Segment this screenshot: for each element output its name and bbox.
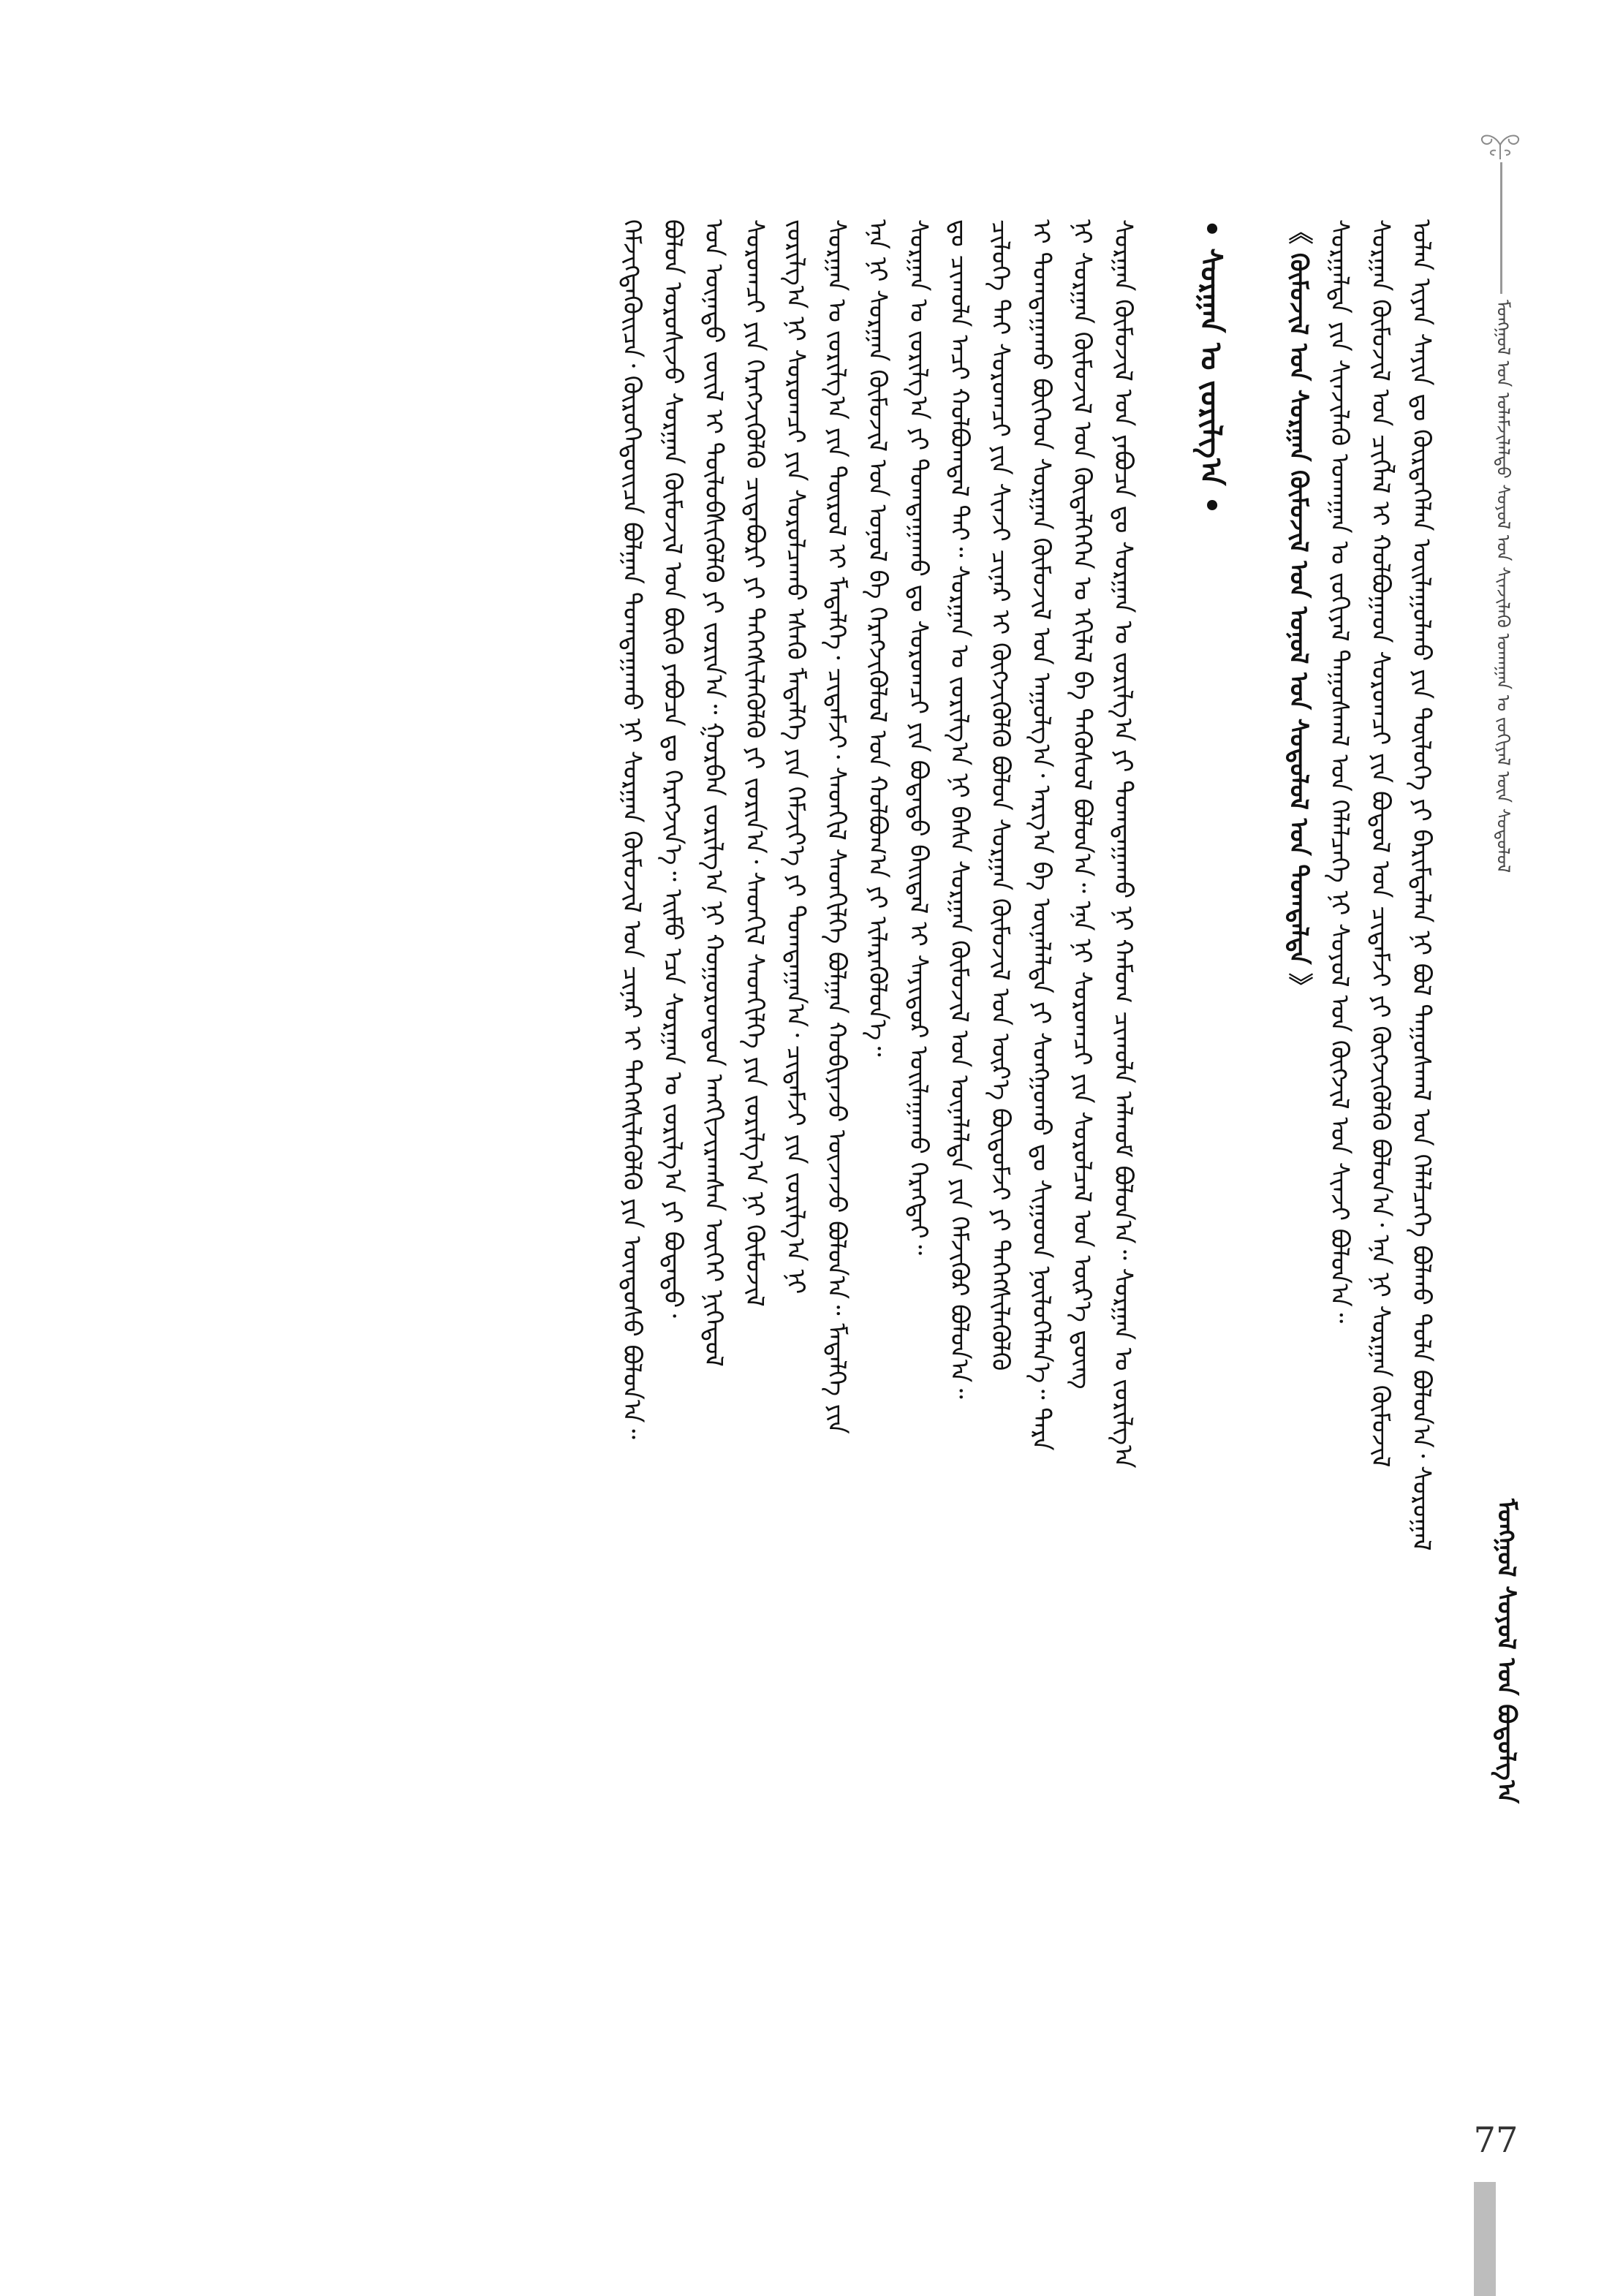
citation-line: 《 ᠬᠦᠮᠦᠵᠢᠯ ᠤᠨ ᠰᠤᠷᠭᠠᠨ ᠬᠦᠮᠦᠵᠢᠯ ᠤᠨ ᠣᠨᠣᠯ ᠤᠨ ᠰᠤᠳᠤᠯᠤᠯ ᠤᠨ ᠲᠣᠭᠲᠠᠯᠲᠠ 》 — [1284, 219, 1313, 999]
text-line: ᠣᠯᠠᠨ ᠢᠶᠡᠨ ᠰᠠᠶᠢᠨ ᠳᠤ ᠬᠦᠷᠲᠡᠭᠡᠯᠡᠨ ᠣᠢᠯᠠᠭᠤᠯᠬᠤ ᠶᠢᠨ ᠲᠥᠯᠥᠭᠡ ᠶᠢ ᠪᠠᠷᠢᠮᠲᠠᠯᠠᠨ ᠨᠢ ᠪᠣᠯ ᠳᠠᠭᠤᠰᠬᠠᠯ ᠤᠨ ᠬᠡᠯᠡᠯᠴᠡᠭᠡ ᠪᠣᠯᠬᠤ ᠲᠤᠯᠠ ᠪᠣᠯᠣᠨ᠎ᠠ᠂ ᠰᠤᠷᠤᠭᠠᠯ — [1407, 219, 1436, 1551]
text-line: ᠬᠡᠮᠵᠢᠭᠳᠡᠬᠦᠢᠴᠡ᠂ ᠬᠦᠷᠦᠭᠡᠳᠦᠢᠴᠡ ᠪᠣᠯᠭᠠᠨ ᠲᠣᠭᠲᠠᠭᠠᠬᠤ ᠨᠢ ᠰᠤᠷᠭᠠᠨ ᠬᠦᠮᠦᠵᠢᠯ ᠤᠨ ᠴᠢᠨᠠᠷ ᠢ ᠳᠡᠭᠡᠭᠰᠢᠯᠡᠭᠦᠯᠬᠦ ᠶᠢᠨ ᠦᠨᠳᠦᠰᠦ ᠪᠣᠯᠣᠨ᠎ᠠ᠃ — [617, 219, 646, 1439]
text-line: ᠰᠤᠷᠭᠠᠨ ᠬᠦᠮᠦᠵᠢᠯ ᠤᠨ ᠴᠢᠭᠯᠡᠯ ᠢ ᠬᠣᠯᠪᠣᠭᠠᠳ ᠰᠤᠷᠤᠭᠴᠢ ᠶᠢᠨ ᠪᠣᠳᠣᠯ ᠤᠨ ᠴᠢᠳᠠᠮᠵᠢ ᠶᠢ ᠬᠥᠭᠵᠢᠭᠦᠯᠬᠦ ᠪᠣᠯᠣᠨ᠎ᠠ᠂ ᠡᠨᠡ ᠨᠢ ᠰᠤᠷᠭᠠᠨ ᠬᠦᠮᠦᠵᠢᠯ — [1366, 219, 1395, 1468]
running-header: ᠮᠣᠩᠭᠣᠯ ᠤᠨ ᠤᠯᠠᠮᠵᠢᠯᠠᠯᠲᠤ ᠰᠣᠶᠤᠯ ᠤᠨ ᠰᠢᠨᠵᠢᠯᠡᠬᠦ ᠤᠬᠠᠭᠠᠨ ᠤ ᠵᠣᠬᠢᠶᠠᠯ ᠦᠨ ᠰᠤᠳᠤᠯᠤᠯ — [1493, 300, 1513, 874]
text-line: ᠨᠢ ᠰᠤᠷᠭᠠᠨ ᠬᠦᠮᠦᠵᠢᠯ ᠤᠨ ᠬᠥᠳᠡᠯᠭᠡᠭᠡᠨ ᠤ ᠡᠬᠢᠯᠡᠯ ᠪᠠ ᠲᠡᠭᠦᠰᠦᠯ ᠪᠣᠯᠣᠨ᠎ᠠ᠃ ᠡᠨᠡ ᠨᠢ ᠰᠤᠷᠤᠭᠴᠢ ᠶᠢᠨ ᠰᠤᠷᠤᠯᠴᠠᠯ ᠤᠨ ᠦᠷ᠎ᠡ ᠳ᠋ᠦᠩ — [1067, 219, 1097, 1390]
text-line: ᠰᠤᠷᠭᠠᠨ ᠤ ᠵᠣᠷᠢᠯᠭ᠎ᠠ ᠶᠢ ᠲᠣᠭᠲᠠᠭᠠᠬᠤ ᠳᠤ ᠰᠤᠷᠤᠭᠴᠢ ᠶᠢᠨ ᠪᠣᠳᠠᠲᠤ ᠪᠠᠢᠳᠠᠯ ᠢ ᠰᠠᠶᠢᠲᠤᠷ ᠣᠢᠯᠠᠭᠠᠬᠤ ᠬᠡᠷᠡᠭᠲᠡᠢ᠃ — [904, 219, 933, 1255]
page-number: 77 — [1473, 2120, 1518, 2161]
text-line: ᠢ ᠲᠣᠭᠲᠠᠭᠠᠬᠤ ᠪᠥᠭᠡᠳ ᠰᠤᠷᠭᠠᠨ ᠬᠦᠮᠦᠵᠢᠯ ᠤᠨ ᠠᠭᠤᠯᠭ᠎ᠠ᠂ ᠠᠷᠭ᠎ᠠ ᠪᠠ ᠦᠨᠡᠯᠡᠯᠲᠡ ᠶᠢ ᠰᠣᠩᠭᠣᠬᠤ ᠳᠤ ᠰᠢᠭᠤᠳ ᠨᠥᠯᠦᠭᠡᠯᠡᠨ᠎ᠡ᠃ ᠲᠡᠷᠡ — [1026, 219, 1056, 1451]
flourish-ornament-icon — [1471, 124, 1529, 161]
text-line: ᠰᠤᠷᠭᠠᠨ ᠬᠦᠮᠦᠵᠢᠯ ᠤᠨ ᠶᠠᠪᠤᠴᠠ ᠳᠤ ᠰᠤᠷᠭᠠᠨ ᠤ ᠵᠣᠷᠢᠯᠭ᠎ᠠ ᠶᠢ ᠲᠣᠭᠲᠠᠭᠠᠬᠤ ᠨᠢ ᠬᠠᠮᠤᠭ ᠴᠢᠬᠤᠯᠠ ᠠᠯᠬᠤᠮ ᠪᠣᠯᠣᠨ᠎ᠠ᠃ ᠰᠤᠷᠭᠠᠨ ᠤ ᠵᠣᠷᠢᠯᠭ᠎ᠠ — [1108, 219, 1138, 1469]
text-line: ᠳᠤ ᠴᠢᠬᠤᠯᠠ ᠠᠴᠢ ᠬᠣᠯᠪᠣᠭᠳᠠᠯ ᠲᠠᠢ᠃ ᠰᠤᠷᠭᠠᠨ ᠤ ᠵᠣᠷᠢᠯᠭ᠎ᠠ ᠨᠢ ᠪᠠᠰᠠ ᠰᠤᠷᠭᠠᠨ ᠬᠦᠮᠦᠵᠢᠯ ᠤᠨ ᠦᠨᠡᠯᠡᠯᠲᠡ ᠶᠢᠨ ᠬᠡᠮᠵᠢᠭᠦᠷ ᠪᠣᠯᠣᠨ᠎ᠠ᠃ — [945, 219, 974, 1399]
header-title: ᠮᠣᠩᠭᠣᠯ ᠰᠣᠶᠤᠯ ᠤᠨ ᠪᠣᠳᠣᠯᠭ᠎ᠠ — [1491, 1499, 1521, 1804]
text-line: ᠰᠤᠷᠭᠠᠨ ᠤ ᠵᠣᠷᠢᠯᠭ᠎ᠠ ᠶᠢᠨ ᠲᠥᠷᠥᠯ ᠢ ᠮᠡᠳᠡᠯᠭᠡ᠂ ᠴᠢᠳᠠᠮᠵᠢ᠂ ᠰᠡᠳᠬᠢᠯ ᠰᠡᠳᠬᠢᠯᠭᠡ ᠪᠣᠯᠭᠠᠨ ᠬᠤᠪᠢᠶᠠᠵᠤ ᠦᠵᠡᠵᠦ ᠪᠣᠯᠣᠨ᠎ᠠ᠃ ᠮᠡᠳᠡᠯᠭᠡ ᠶᠢᠨ — [822, 219, 851, 1434]
text-line: ᠴᠢᠯᠦᠭᠡ ᠲᠡᠢ ᠰᠤᠷᠤᠭᠴᠢ ᠶᠢᠨ ᠰᠢᠨᠵᠢ ᠴᠢᠨᠠᠷ ᠢ ᠬᠥᠭᠵᠢᠭᠦᠯᠬᠦ ᠪᠣᠯᠤᠨ ᠰᠤᠷᠭᠠᠨ ᠬᠦᠮᠦᠵᠢᠯ ᠤᠨ ᠦᠷ᠎ᠡ ᠪᠦᠲᠦᠮᠵᠢ ᠶᠢ ᠳᠡᠭᠡᠭᠰᠢᠯᠡᠭᠦᠯᠬᠦ — [985, 219, 1015, 1371]
text-line: ᠵᠣᠷᠢᠯᠭ᠎ᠠ ᠨᠢ ᠰᠤᠷᠤᠭᠴᠢ ᠶᠢᠨ ᠰᠤᠷᠤᠯᠴᠠᠬᠤ ᠡᠰᠡᠬᠦ ᠮᠡᠳᠡᠯᠭᠡ ᠶᠢᠨ ᠬᠡᠮᠵᠢᠶ᠎ᠡ ᠶᠢ ᠲᠣᠭᠲᠠᠭᠠᠨ᠎ᠠ᠂ ᠴᠢᠳᠠᠮᠵᠢ ᠶᠢᠨ ᠵᠣᠷᠢᠯᠭ᠎ᠠ ᠨᠢ — [781, 219, 810, 1295]
text-line: ᠡᠨᠡ ᠨᠢ ᠰᠤᠷᠭᠠᠨ ᠬᠦᠮᠦᠵᠢᠯ ᠤᠨ ᠣᠨᠣᠯ ᠪᠠ ᠬᠡᠷᠡᠭᠵᠢᠭᠦᠯᠦᠯ ᠤᠨ ᠬᠣᠯᠪᠣᠭ᠎ᠠ ᠶᠢ ᠢᠯᠡᠷᠡᠭᠦᠯᠦᠨ᠎ᠡ᠃ — [863, 219, 892, 1057]
text-line: ᠰᠤᠷᠤᠭᠴᠢ ᠶᠢᠨ ᠬᠡᠷᠡᠭᠵᠢᠭᠦᠯᠬᠦ ᠴᠢᠳᠠᠪᠤᠷᠢ ᠶᠢ ᠳᠡᠭᠡᠭᠰᠢᠯᠡᠭᠦᠯᠬᠦ ᠶᠢ ᠵᠣᠷᠢᠨ᠎ᠠ᠂ ᠰᠡᠳᠬᠢᠯ ᠰᠡᠳᠬᠢᠯᠭᠡ ᠶᠢᠨ ᠵᠣᠷᠢᠯᠭ᠎ᠠ ᠨᠢ ᠬᠦᠮᠦᠵᠢᠯ — [740, 219, 769, 1307]
header-rule — [1500, 162, 1502, 294]
text-line: ᠰᠤᠷᠭᠠᠯᠲᠠ ᠶᠢᠨ ᠰᠢᠨᠵᠢᠯᠡᠬᠦ ᠤᠬᠠᠭᠠᠨ ᠤ ᠵᠣᠬᠢᠶᠠᠯ ᠳᠠᠭᠤᠰᠬᠠᠯ ᠤᠨ ᠬᠡᠯᠡᠯᠴᠡᠭᠡ ᠨᠢ ᠰᠣᠶᠤᠯ ᠤᠨ ᠬᠥᠭᠵᠢᠯ ᠤᠨ ᠰᠢᠨᠵᠢ ᠪᠣᠯᠣᠨ᠎ᠠ᠃ — [1325, 219, 1354, 1324]
text-line: ᠪᠣᠯᠤᠨ ᠣᠷᠣᠰᠢᠵᠤ ᠰᠤᠷᠭᠠᠨ ᠬᠦᠮᠦᠵᠢᠯ ᠤᠨ ᠪᠦᠬᠦ ᠶᠠᠪᠤᠴᠠ ᠳᠤ ᠬᠡᠷᠡᠭᠵᠢᠨ᠎ᠡ᠃ ᠡᠢᠮᠦ ᠡᠴᠡ ᠰᠤᠷᠭᠠᠨ ᠤ ᠵᠣᠷᠢᠯᠭ᠎ᠠ ᠶᠢ ᠪᠣᠳᠠᠲᠤ᠂ — [658, 219, 687, 1318]
section-heading: • ᠰᠤᠷᠭᠠᠨ ᠤ ᠵᠣᠷᠢᠯᠭ᠎ᠠ • — [1194, 219, 1227, 515]
body-text — [183, 219, 1440, 2149]
page-edge-tab — [1474, 2182, 1496, 2296]
text-line: ᠤᠨ ᠦᠨᠡᠲᠦ ᠵᠦᠢᠯ ᠢ ᠲᠥᠯᠥᠪᠰᠢᠭᠦᠯᠬᠦ ᠶᠢ ᠵᠣᠷᠢᠨ᠎ᠠ᠃ ᠭᠤᠷᠪᠠᠨ ᠵᠣᠷᠢᠯᠭ᠎ᠠ ᠨᠢ ᠬᠣᠭᠣᠷᠣᠨᠳᠣᠨ ᠠᠩᠭᠢᠵᠢᠷᠠᠭᠰᠠᠨ ᠦᠭᠡᠢ ᠨᠢᠭᠡᠳᠦᠯ — [699, 219, 728, 1367]
